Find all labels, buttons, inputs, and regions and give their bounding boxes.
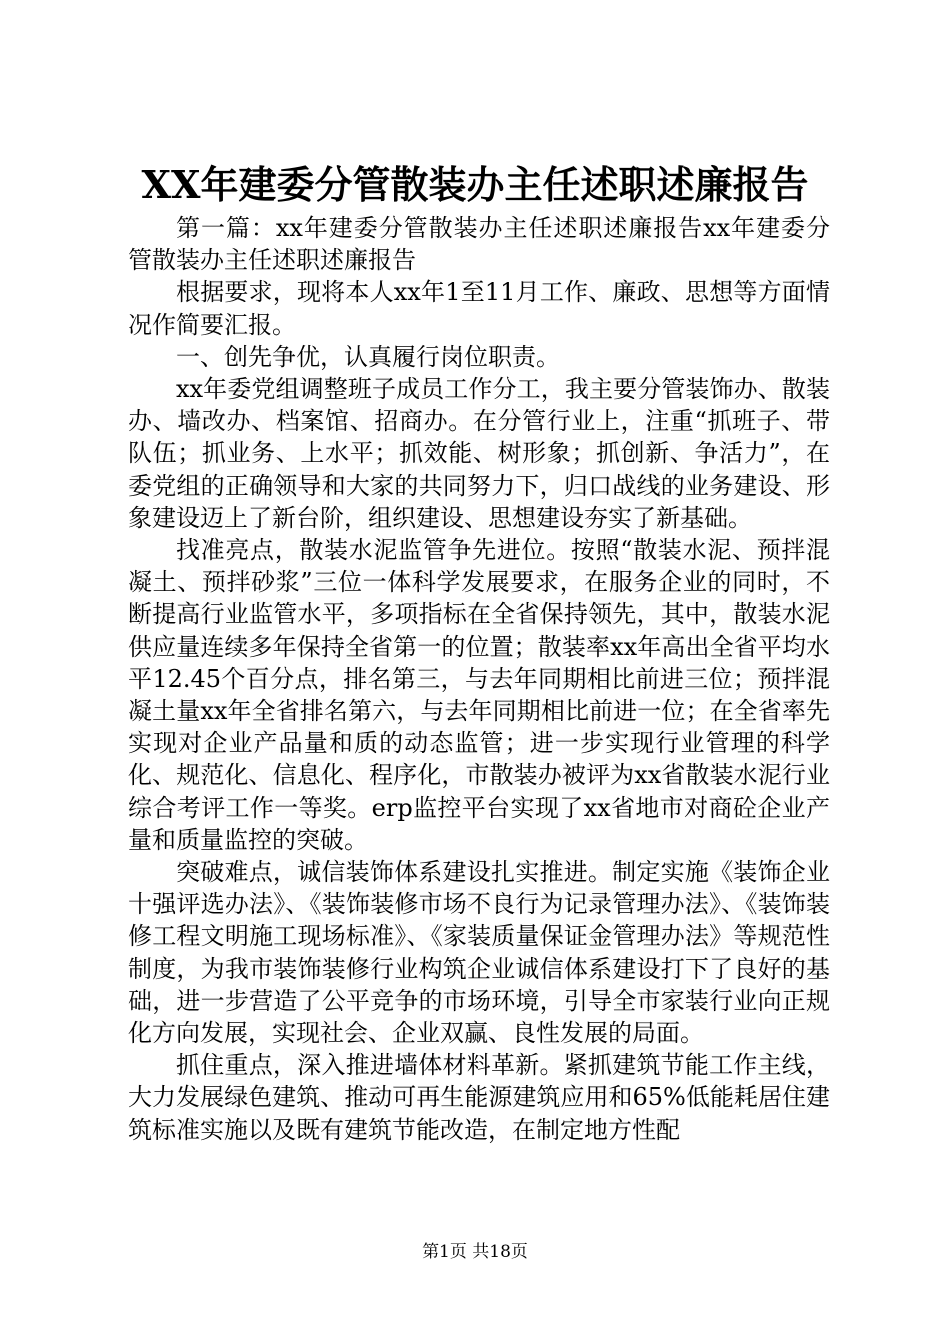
- paragraph: 抓住重点，深入推进墙体材料革新。紧抓建筑节能工作主线，大力发展绿色建筑、推动可再生能源建筑应用和65%低能耗居住建筑标准实施以及既有建筑节能改造，在制定地方性配: [128, 1051, 830, 1144]
- paragraph: 找准亮点，散装水泥监管争先进位。按照“散装水泥、预拌混凝土、预拌砂浆”三位一体科学发展要求，在服务企业的同时，不断提高行业监管水平，多项指标在全省保持领先，其中，散装水泥供应量连续多年保持全省第一的位置；散装率xx年高出全省平均水平12.45个百分点，排名第三，与去年同期相比前进三位；预拌混凝土量xx年全省排名第六，与去年同期相比前进一位；在全省率先实现对企业产品量和质的动态监管；进一步实现行业管理的科学化、规范化、信息化、程序化，市散装办被评为xx省散装水泥行业综合考评工作一等奖。erp监控平台实现了xx省地市对商砼企业产量和质量监控的突破。: [128, 536, 830, 854]
- paragraph: 突破难点，诚信装饰体系建设扎实推进。制定实施《装饰企业十强评选办法》、《装饰装修市场不良行为记录管理办法》、《装饰装修工程文明施工现场标准》、《家装质量保证金管理办法》等规范性制度，为我市装饰装修行业构筑企业诚信体系建设打下了良好的基础，进一步营造了公平竞争的市场环境，引导全市家装行业向正规化方向发展，实现社会、企业双赢、良性发展的局面。: [128, 858, 830, 1048]
- page-footer: 第1页 共18页: [422, 1242, 528, 1262]
- paragraph: 第一篇：xx年建委分管散装办主任述职述廉报告xx年建委分管散装办主任述职述廉报告: [128, 214, 830, 275]
- document-title: XX年建委分管散装办主任述职述廉报告: [141, 162, 809, 207]
- paragraph: xx年委党组调整班子成员工作分工，我主要分管装饰办、散装办、墙改办、档案馆、招商办。在分管行业上，注重“抓班子、带队伍；抓业务、上水平；抓效能、树形象；抓创新、争活力”，在委党组的正确领导和大家的共同努力下，归口战线的业务建设、形象建设迈上了新台阶，组织建设、思想建设夯实了新基础。: [128, 375, 830, 532]
- paragraph: 一、创先争优，认真履行岗位职责。: [176, 342, 560, 371]
- paragraph: 根据要求，现将本人xx年1至11月工作、廉政、思想等方面情况作简要汇报。: [128, 278, 830, 339]
- document-body: [128, 212, 830, 1146]
